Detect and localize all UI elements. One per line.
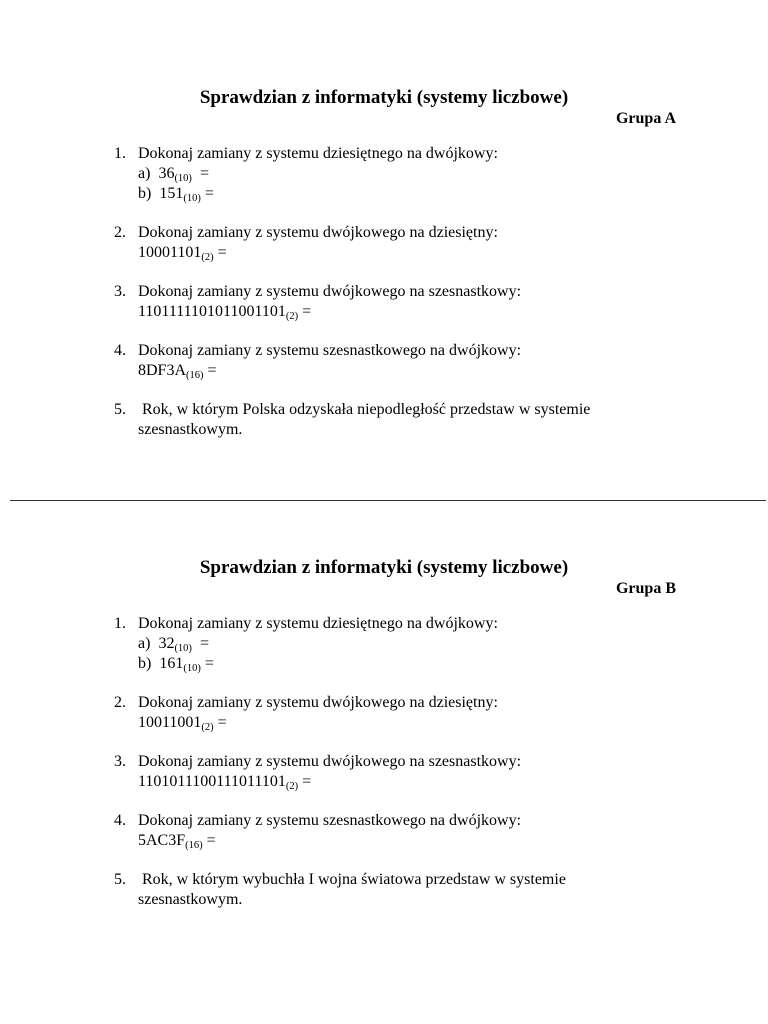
question-3: 3. Dokonaj zamiany z systemu dwójkowego na szesnastkowy: (114, 283, 522, 300)
question-3: 3. Dokonaj zamiany z systemu dwójkowego na szesnastkowy: (114, 753, 522, 770)
subquestion-b: b) $161_{(10)}$ = (138, 655, 214, 674)
question-3-value: $1101011100111011101_{(2)}$ = (138, 773, 312, 792)
question-4: 4. Dokonaj zamiany z systemu szesnastkowego na dwójkowy: (114, 812, 522, 829)
question-4: 4. Dokonaj zamiany z systemu szesnastkowego na dwójkowy: (114, 342, 522, 359)
question-number: 1. (114, 145, 126, 162)
question-5-continuation: szesnastkowym. (138, 421, 243, 438)
question-5-continuation: szesnastkowym. (138, 891, 243, 908)
test-title: Sprawdzian z informatyki (systemy liczbowe) (199, 557, 569, 578)
group-label: Grupa B (615, 580, 676, 597)
question-1: 1. Dokonaj zamiany z systemu dziesiętnego na dwójkowy: (114, 615, 498, 632)
question-4-value: $8DF3A_{(16)}$ = (138, 362, 217, 381)
question-5: 5. Rok, w którym Polska odzyskała niepodległość przedstaw w systemie (114, 401, 591, 418)
question-2: 2. Dokonaj zamiany z systemu dwójkowego na dziesiętny: (114, 694, 498, 711)
question-5: 5. Rok, w którym wybuchła I wojna światowa przedstaw w systemie (114, 871, 566, 888)
question-1 (114, 144, 498, 164)
question-4-value: $5AC3F_{(16)}$ = (138, 832, 216, 851)
subquestion-a: a) $32_{(10)}$ = (138, 635, 209, 654)
question-text: Dokonaj zamiany z systemu dziesiętnego na dwójkowy: (138, 145, 498, 162)
question-3-value: $1101111101011001101_{(2)}$ = (138, 303, 312, 322)
subquestion-b: b) $151_{(10)}$ = (138, 185, 214, 204)
test-title: Sprawdzian z informatyki (systemy liczbowe) (199, 87, 569, 108)
question-2-value: $10001101_{(2)}$ = (138, 244, 227, 263)
question-2-value: $10011001_{(2)}$ = (138, 714, 227, 733)
question-2: 2. Dokonaj zamiany z systemu dwójkowego na dziesiętny: (114, 224, 498, 241)
section-divider (10, 500, 766, 501)
group-label: Grupa A (615, 110, 676, 127)
subquestion-a: a) $36_{(10)}$ = (138, 165, 209, 184)
